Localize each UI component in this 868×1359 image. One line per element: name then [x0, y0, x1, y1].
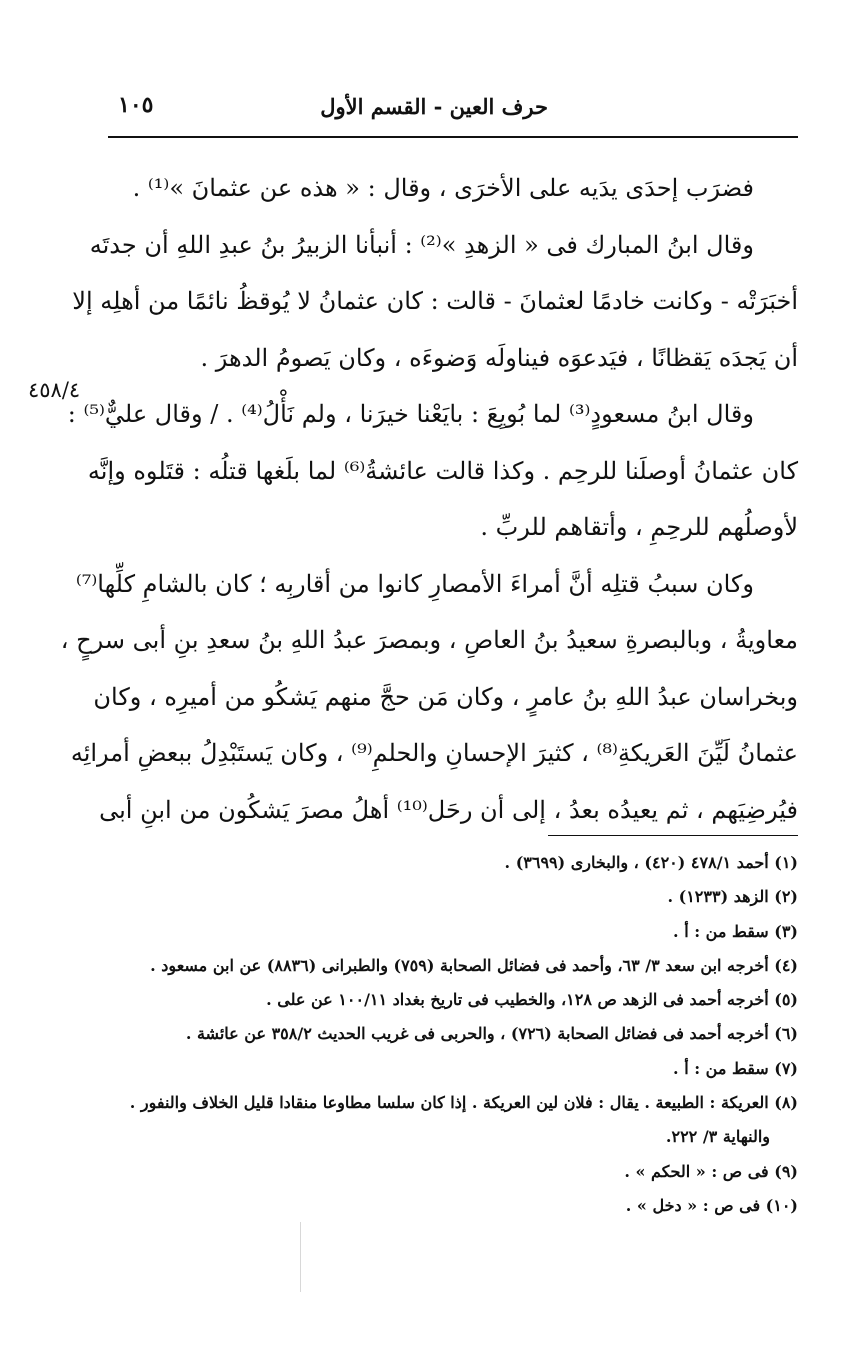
main-text [60, 160, 798, 838]
footnote: (٦) أخرجه أحمد فى فضائل الصحابة (٧٢٦) ، والحربى فى غريب الحديث ٣٥٨/٢ عن عائشة . [185, 1024, 798, 1044]
header-rule [108, 136, 798, 138]
text-line: لأوصلُهم للرحِمِ ، وأتقاهم للربِّ . [480, 513, 798, 541]
text-line: فيُرضِيَهم ، ثم يعيدُه بعدُ ، إلى أن رحَل⁽¹⁰⁾ أهلُ مصرَ يَشكُون من ابنِ أبى [99, 795, 798, 824]
footnote: (٧) سقط من : أ . [673, 1058, 798, 1078]
text-line: معاويةُ ، وبالبصرةِ سعيدُ بنُ العاصِ ، وبمصرَ عبدُ اللهِ بنُ سعدِ بنِ أبى سرحٍ ، [60, 626, 798, 654]
footnote-continuation: والنهاية ٣/ ٢٢٢. [665, 1127, 770, 1147]
text-line: أن يَجدَه يَقظانًا ، فيَدعوَه فيناولَه وَضوءَه ، وكان يَصومُ الدهرَ . [200, 343, 798, 372]
footnote: (٩) فى ص : « الحكم » . [624, 1161, 798, 1181]
text-line: أخبَرَتْه - وكانت خادمًا لعثمانَ - قالت : كان عثمانُ لا يُوقظُ نائمًا من أهلِه إلا [72, 287, 798, 315]
footnotes [108, 846, 798, 1223]
margin-volume-page-reference: ٤٥٨/٤ [28, 378, 81, 402]
footnote: (١) أحمد ٤٧٨/١ (٤٢٠) ، والبخارى (٣٦٩٩) . [504, 853, 798, 872]
footnote: (٣) سقط من : أ . [673, 921, 798, 941]
scan-artifact-line [300, 1222, 301, 1292]
running-header [108, 92, 798, 126]
footnote: (٢) الزهد (١٢٣٣) . [667, 887, 798, 907]
footnote: (٤) أخرجه ابن سعد ٣/ ٦٣، وأحمد فى فضائل الصحابة (٧٥٩) والطبرانى (٨٨٣٦) عن ابن مسعود . [150, 955, 798, 975]
text-line: وكان سببُ قتلِه أنَّ أمراءَ الأمصارِ كانوا من أقاربِه ؛ كان بالشامِ كلِّها⁽⁷⁾ [75, 569, 754, 598]
text-line: وقال ابنُ مسعودٍ⁽³⁾ لما بُويِعَ : بايَعْنا خيرَنا ، ولم نَأْلُ⁽⁴⁾ . / وقال عليٌّ⁽⁵⁾ : [67, 400, 754, 428]
page-number: ١٠٥ [118, 92, 154, 118]
text-line: وقال ابنُ المبارك فى « الزهدِ »⁽²⁾ : أنبأنا الزبيرُ بنُ عبدِ اللهِ أن جدتَه [89, 230, 754, 259]
text-line: فضرَب إحدَى يدَيه على الأخرَى ، وقال : « هذه عن عثمانَ »⁽¹⁾ . [132, 174, 754, 202]
footnote-separator [548, 835, 798, 836]
running-head-title: حرف العين - القسم الأول [320, 94, 548, 119]
text-line: وبخراسان عبدُ اللهِ بنُ عامرٍ ، وكان مَن حجَّ منهم يَشكُو من أميرِه ، وكان [93, 682, 798, 711]
footnote: (٨) العريكة : الطبيعة . يقال : فلان لين العريكة . إذا كان سلسا مطاوعا منقادا قليل الخلاف والنفور . [129, 1093, 798, 1113]
text-line: كان عثمانُ أوصلَنا للرحِم . وكذا قالت عائشةُ⁽⁶⁾ لما بلَغها قتلُه : قتَلوه وإنَّه [87, 456, 798, 485]
footnote: (١٠) فى ص : « دخل » . [625, 1195, 798, 1215]
text-line: عثمانُ لَيِّنَ العَريكةِ⁽⁸⁾ ، كثيرَ الإحسانِ والحلمِ⁽⁹⁾ ، وكان يَستَبْدِلُ ببعضِ أمرائِه [70, 739, 798, 767]
footnote: (٥) أخرجه أحمد فى الزهد ص ١٢٨، والخطيب فى تاريخ بغداد ١٠٠/١١ عن على . [266, 990, 798, 1010]
